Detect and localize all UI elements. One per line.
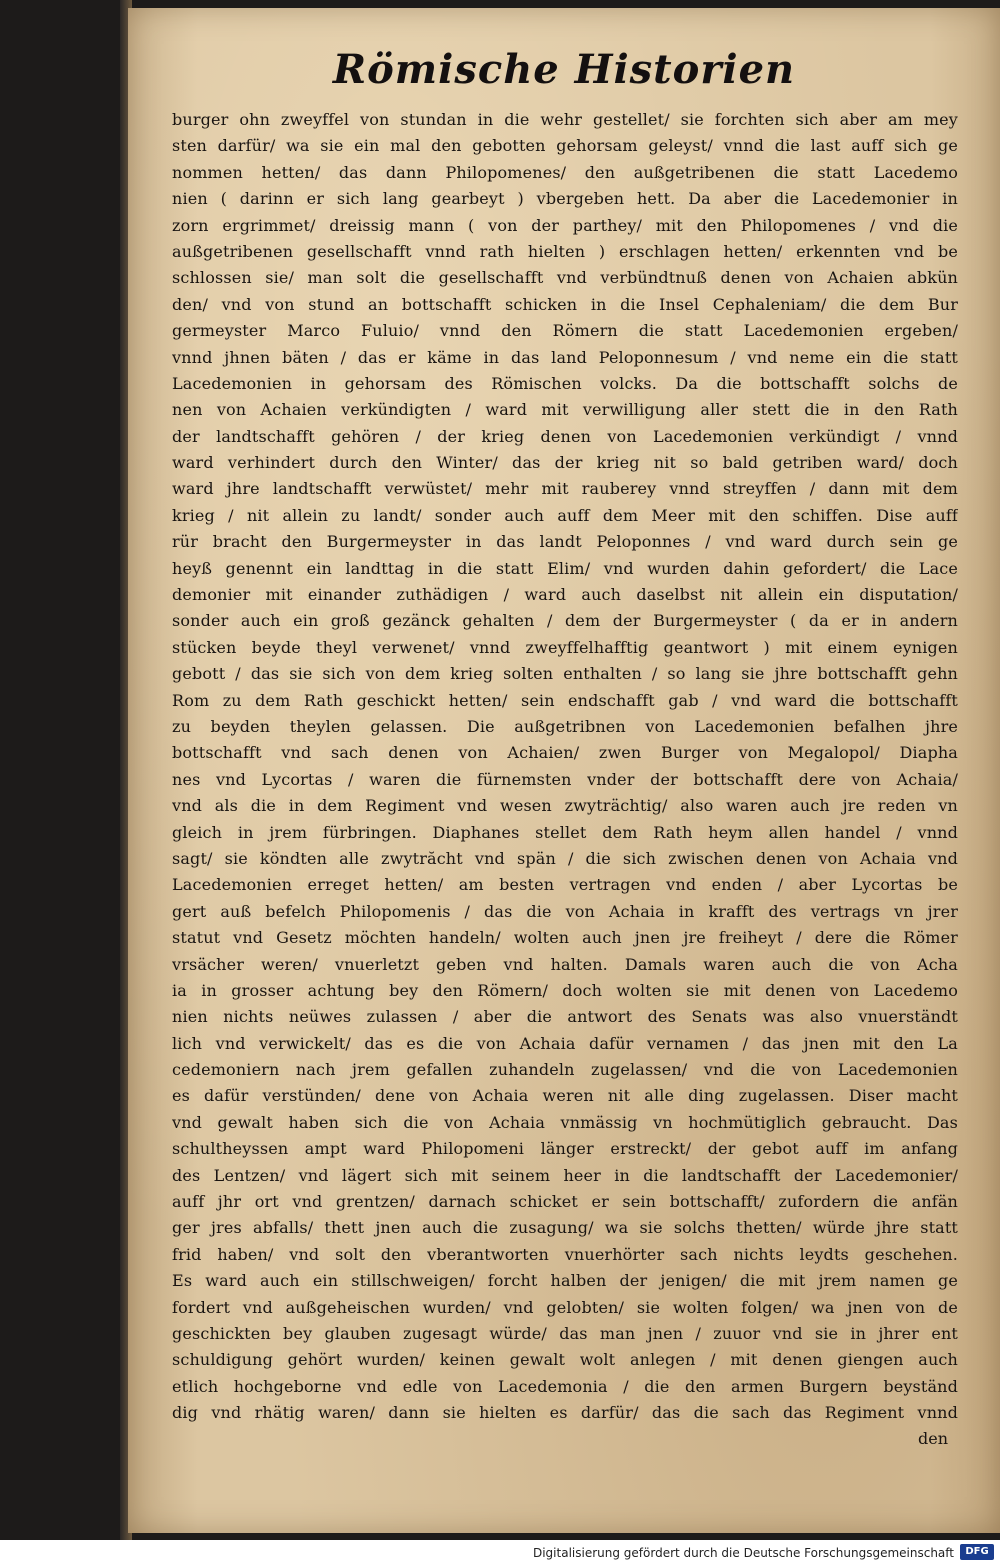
text-line: ia in grosser achtung bey den Römern/ doch wolten sie mit denen von Lacedemo — [172, 980, 958, 1000]
text-line: ger jres abfalls/ thett jnen auch die zusagung/ wa sie solchs thetten/ würde jhre statt — [172, 1218, 958, 1238]
funding-credit: Digitalisierung gefördert durch die Deutsche Forschungsgemeinschaft — [532, 1546, 954, 1560]
text-line: germeyster Marco Fuluio/ vnnd den Römern die statt Lacedemonien ergeben/ — [172, 321, 958, 341]
text-line: den/ vnd von stund an bottschafft schicken in die Insel Cephaleniam/ die dem Bur — [172, 294, 958, 314]
text-line: gert auß befelch Philopomenis / das die von Achaia in krafft des vertrags vn jrer — [172, 901, 958, 921]
text-line: vnd als die in dem Regiment vnd wesen zwyträchtig/ also waren auch jre reden vn — [172, 796, 958, 816]
text-line: gebott / das sie sich von dem krieg solten enthalten / so lang sie jhre bottschafft gehn — [172, 664, 958, 684]
text-line: auff jhr ort vnd grentzen/ darnach schicket er sein bottschafft/ zufordern die anfän — [172, 1192, 958, 1212]
text-line: lich vnd verwickelt/ das es die von Achaia dafür vernamen / das jnen mit den La — [172, 1033, 958, 1053]
text-line: Lacedemonien erreget hetten/ am besten vertragen vnd enden / aber Lycortas be — [172, 875, 958, 895]
running-head: Römische Historien — [332, 46, 796, 93]
text-line: nommen hetten/ das dann Philopomenes/ den außgetribenen die statt Lacedemo — [172, 162, 958, 182]
text-line: cedemoniern nach jrem gefallen zuhandeln zugelassen/ vnd die von Lacedemonien — [172, 1060, 958, 1080]
text-line: nien ( darinn er sich lang gearbeyt ) vbergeben hett. Da aber die Lacedemonier in — [172, 189, 958, 209]
text-line: nien nichts neüwes zulassen / aber die antwort des Senats was also vnuerständt — [172, 1007, 958, 1027]
text-line: ward verhindert durch den Winter/ das der krieg nit so bald getriben ward/ doch — [172, 453, 958, 473]
text-line: dig vnd rhätig waren/ dann sie hielten es darfür/ das die sach das Regiment vnnd — [172, 1403, 958, 1423]
body-text — [172, 107, 958, 1427]
text-line: vnd gewalt haben sich die von Achaia vnmässig vn hochmütiglich gebraucht. Das — [172, 1112, 958, 1132]
catchword: den — [917, 1429, 948, 1448]
text-line: stücken beyde theyl verwenet/ vnnd zweyffelhafftig geantwort ) mit einem eynigen — [172, 637, 958, 657]
text-line: zu beyden theylen gelassen. Die außgetribnen von Lacedemonien befalhen jhre — [172, 716, 958, 736]
text-line: gleich in jrem fürbringen. Diaphanes stellet dem Rath heym allen handel / vnnd — [172, 822, 958, 842]
book-page — [128, 8, 1000, 1533]
text-line: nes vnd Lycortas / waren die fürnemsten vnder der bottschafft dere von Achaia/ — [172, 769, 958, 789]
text-line: demonier mit einander zuthädigen / ward auch daselbst nit allein ein disputation/ — [172, 585, 958, 605]
text-line: es dafür verstünden/ dene von Achaia weren nit alle ding zugelassen. Diser macht — [172, 1086, 958, 1106]
text-line: des Lentzen/ vnd lägert sich mit seinem heer in die landtschafft der Lacedemonier/ — [172, 1165, 958, 1185]
text-line: ward jhre landtschafft verwüstet/ mehr mit rauberey vnnd streyffen / dann mit dem — [172, 479, 958, 499]
text-line: vrsächer weren/ vnuerletzt geben vnd halten. Damals waren auch die von Acha — [172, 954, 958, 974]
text-line: der landtschafft gehören / der krieg denen von Lacedemonien verkündigt / vnnd — [172, 426, 958, 446]
text-line: Rom zu dem Rath geschickt hetten/ sein endschafft gab / vnd ward die bottschafft — [172, 690, 958, 710]
text-line: rür bracht den Burgermeyster in das landt Peloponnes / vnd ward durch sein ge — [172, 532, 958, 552]
dfg-logo: DFG — [960, 1544, 994, 1560]
footer-bar — [0, 1540, 1000, 1566]
text-line: sonder auch ein groß gezänck gehalten / dem der Burgermeyster ( da er in andern — [172, 611, 958, 631]
text-line: schuldigung gehört wurden/ keinen gewalt wolt anlegen / mit denen giengen auch — [172, 1350, 958, 1370]
text-line: geschickten bey glauben zugesagt würde/ das man jnen / zuuor vnd sie in jhrer ent — [172, 1323, 958, 1343]
text-line: fordert vnd außgeheischen wurden/ vnd gelobten/ sie wolten folgen/ wa jnen von de — [172, 1297, 958, 1317]
text-line: vnnd jhnen bäten / das er käme in das land Peloponnesum / vnd neme ein die statt — [172, 347, 958, 367]
text-line: schlossen sie/ man solt die gesellschafft vnd verbündtnuß denen von Achaien abkün — [172, 268, 958, 288]
text-line: heyß genennt ein landttag in die statt Elim/ vnd wurden dahin gefordert/ die Lace — [172, 558, 958, 578]
text-line: zorn ergrimmet/ dreissig mann ( von der parthey/ mit den Philopomenes / vnd die — [172, 215, 958, 235]
text-line: krieg / nit allein zu landt/ sonder auch auff dem Meer mit den schiffen. Dise auff — [172, 505, 958, 525]
text-line: außgetribenen gesellschafft vnnd rath hielten ) erschlagen hetten/ erkennten vnd be — [172, 241, 958, 261]
text-line: Es ward auch ein stillschweigen/ forcht halben der jenigen/ die mit jrem namen ge — [172, 1271, 958, 1291]
text-line: Lacedemonien in gehorsam des Römischen volcks. Da die bottschafft solchs de — [172, 373, 958, 393]
text-line: statut vnd Gesetz möchten handeln/ wolten auch jnen jre freiheyt / dere die Römer — [172, 928, 958, 948]
text-line: burger ohn zweyffel von stundan in die wehr gestellet/ sie forchten sich aber am mey — [172, 110, 958, 129]
text-line: sten darfür/ wa sie ein mal den gebotten gehorsam geleyst/ vnnd die last auff sich ge — [172, 136, 958, 156]
text-line: bottschafft vnd sach denen von Achaien/ zwen Burger von Megalopol/ Diapha — [172, 743, 958, 763]
text-line: schultheyssen ampt ward Philopomeni länger erstreckt/ der gebot auff im anfang — [172, 1139, 958, 1159]
text-line: sagt/ sie köndten alle zwytrăcht vnd spän / die sich zwischen denen von Achaia vnd — [172, 848, 958, 868]
text-line: nen von Achaien verkündigten / ward mit verwilligung aller stett die in den Rath — [172, 400, 958, 420]
text-line: etlich hochgeborne vnd edle von Lacedemonia / die den armen Burgern beyständ — [172, 1376, 958, 1396]
text-line: frid haben/ vnd solt den vberantworten vnuerhörter sach nichts leydts geschehen. — [172, 1244, 958, 1264]
